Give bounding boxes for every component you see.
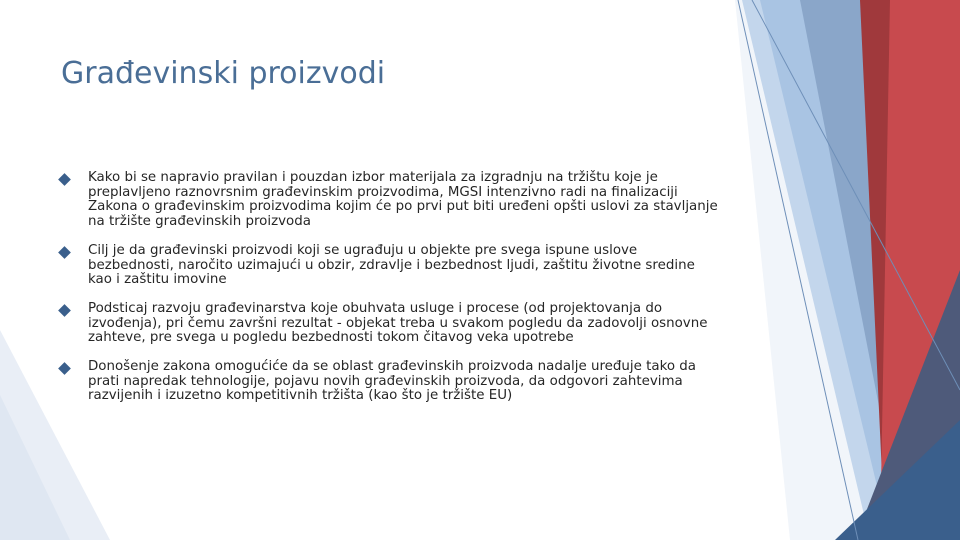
bullet-list bbox=[60, 171, 720, 418]
slide-title: Građevinski proizvodi bbox=[61, 56, 386, 91]
bullet-item bbox=[60, 360, 720, 404]
diamond-bullet-icon bbox=[58, 246, 71, 259]
bullet-text: Cilj je da građevinski proizvodi koji se ugrađuju u objekte pre svega ispune uslove bezbednosti, naročito uzimajući u obzir, zdravlje i bezbednost ljudi, zaštitu životne sredine kao i zaštitu imovine bbox=[88, 242, 695, 288]
diamond-bullet-icon bbox=[58, 362, 71, 375]
bullet-text: Donošenje zakona omogućiće da se oblast građevinskih proizvoda nadalje uređuje tako da prati napredak tehnologije, pojavu novih građevinskih proizvoda, da odgovori zahtevima razvijenih i izuzetno kompetitivnih tržišta (kao što je tržište EU) bbox=[88, 359, 697, 404]
bullet-item bbox=[60, 302, 720, 346]
diamond-bullet-icon bbox=[58, 173, 71, 186]
bullet-text: Kako bi se napravio pravilan i pouzdan izbor materijala za izgradnju na tržištu koje je preplavljeno raznovrsnim građevinskim proizvodima, MGSI intenzivno radi na finalizaciji Zakona o građevinskim proizvodima kojim će po prvi put biti uređeni opšti uslovi za stavljanje na tržište građevinskih proizvoda bbox=[88, 170, 718, 230]
bullet-item bbox=[60, 244, 720, 288]
diamond-bullet-icon bbox=[58, 304, 71, 317]
bullet-text: Podsticaj razvoju građevinarstva koje obuhvata usluge i procese (od projektovanja do izvođenja), pri čemu završni rezultat - objekat treba u svakom pogledu da zadovolji osnovne zahteve, pre svega u pogledu bezbednosti tokom čitavog veka upotrebe bbox=[88, 300, 708, 346]
bullet-item bbox=[60, 171, 720, 230]
